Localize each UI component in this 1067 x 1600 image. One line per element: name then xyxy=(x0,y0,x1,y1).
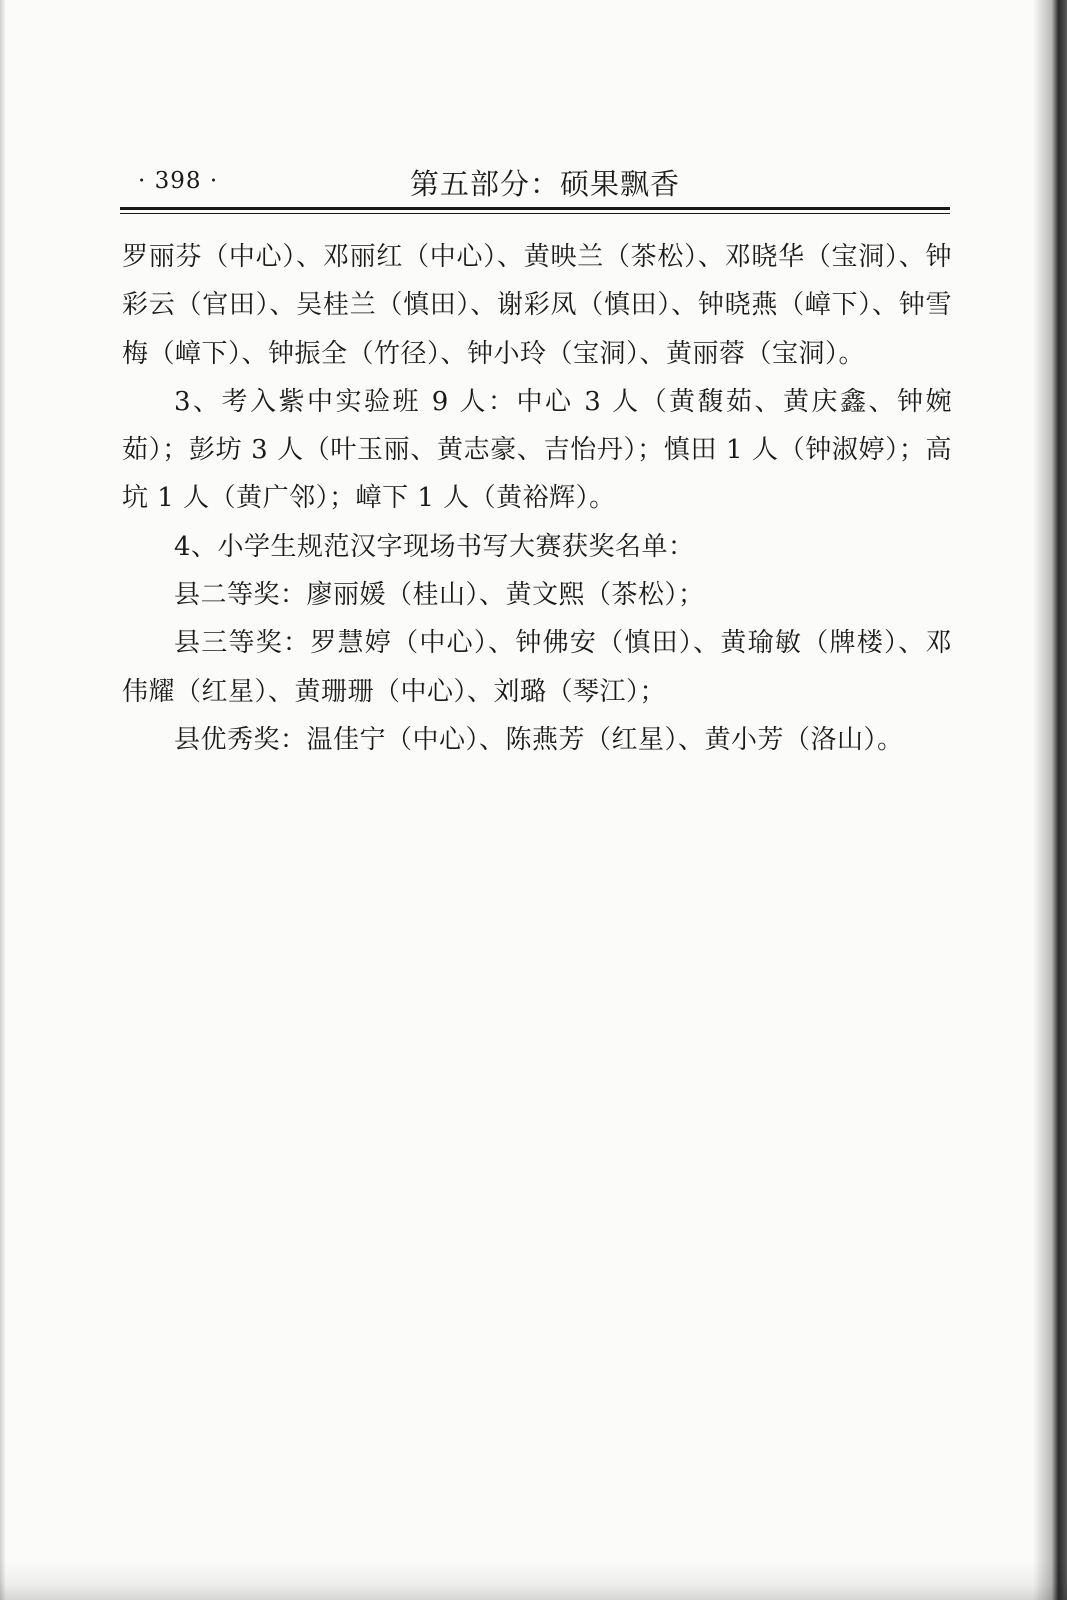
paragraph-4: 县二等奖：廖丽媛（桂山）、黄文熙（茶松）； xyxy=(174,580,705,611)
paragraph-1: 罗丽芬（中心）、邓丽红（中心）、黄映兰（茶松）、邓晓华（宝洞）、钟彩云（官田）、吴桂兰（慎田）、谢彩凤（慎田）、钟晓燕（嶂下）、钟雪梅（嶂下）、钟振全（竹径）、钟小玲（宝洞）、黄丽蓉（宝洞）。 xyxy=(122,242,952,369)
page-edge-shadow-right xyxy=(1033,0,1067,1600)
paragraph-6: 县优秀奖：温佳宁（中心）、陈燕芳（红星）、黄小芳（洛山）。 xyxy=(174,724,904,755)
body-text xyxy=(122,233,952,764)
paragraph-2: 3、考入紫中实验班 9 人：中心 3 人（黄馥茹、黄庆鑫、钟婉茹）；彭坊 3 人（叶玉丽、黄志豪、吉怡丹）；慎田 1 人（钟淑婷）；高坑 1 人（黄广邻）；嶂下 1 人（黄裕辉）。 xyxy=(122,386,952,514)
page-number: · 398 · xyxy=(138,168,219,194)
paragraph-5: 县三等奖：罗慧婷（中心）、钟佛安（慎田）、黄瑜敏（牌楼）、邓伟耀（红星）、黄珊珊（中心）、刘璐（琴江）； xyxy=(122,628,952,707)
page-header xyxy=(120,158,950,208)
header-rule-thick xyxy=(120,207,950,210)
paragraph-3: 4、小学生规范汉字现场书写大赛获奖名单： xyxy=(174,531,695,562)
page-edge-shadow-bottom xyxy=(0,1560,1067,1600)
header-rule-thin xyxy=(120,213,950,214)
page-edge-shadow-left xyxy=(0,0,6,1600)
running-title: 第五部分：硕果飘香 xyxy=(410,167,681,201)
